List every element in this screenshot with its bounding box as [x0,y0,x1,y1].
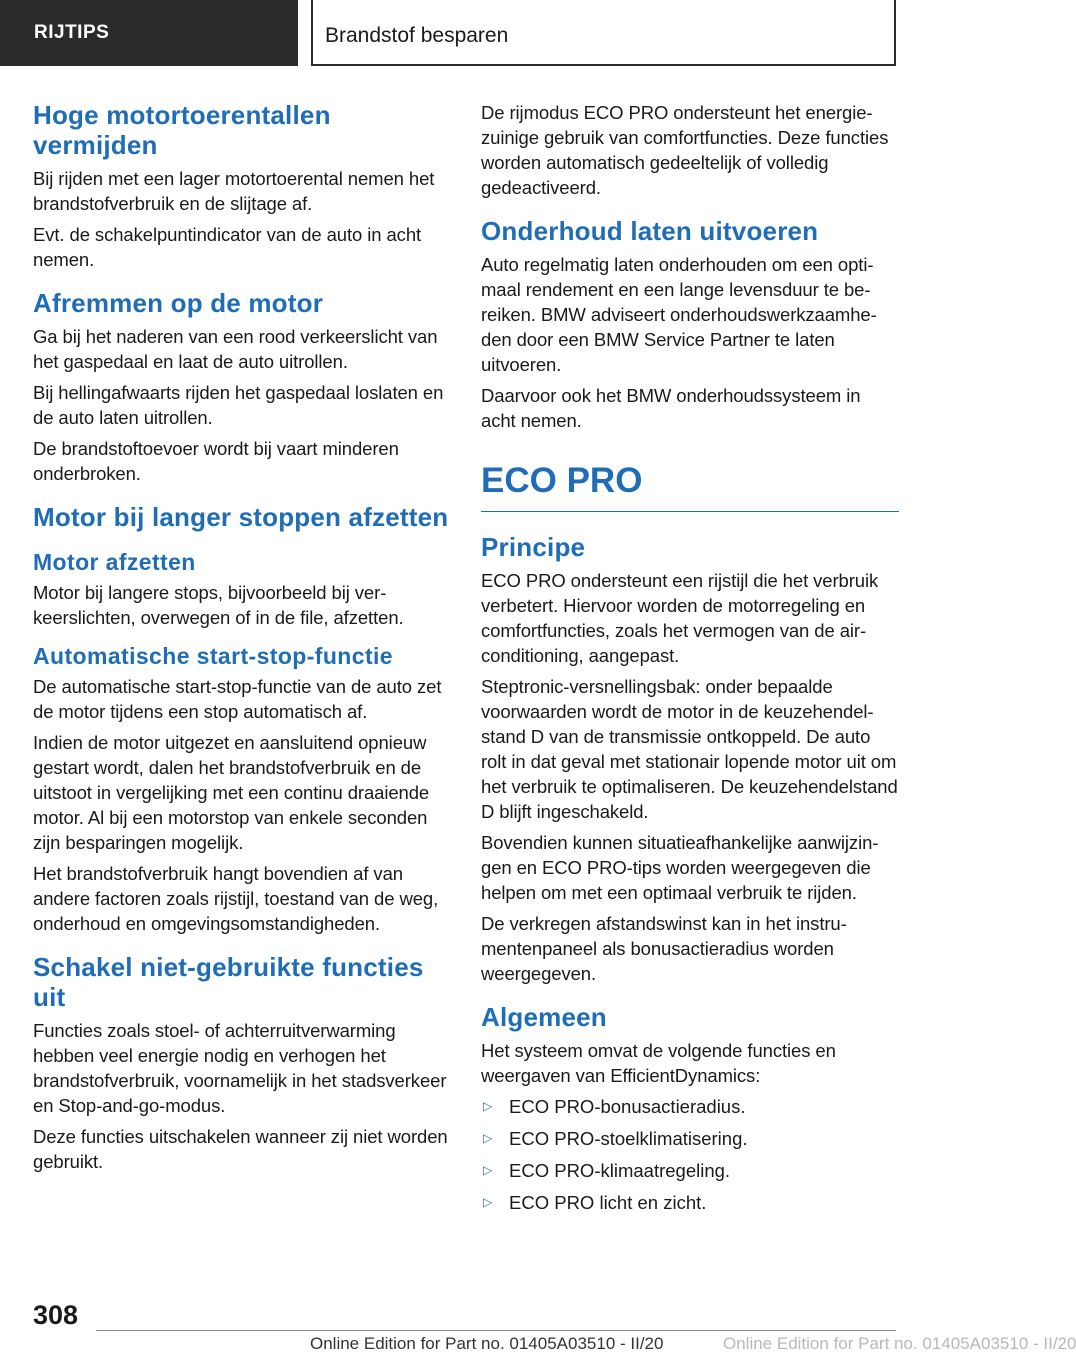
section-engine-braking [33,288,451,486]
list-item [481,1126,899,1151]
paragraph: Auto regelmatig laten onderhouden om een optimaal rendement en een lange levensduur te bereiken. BMW adviseert onderhoudswerkzaamheden door een BMW Service Partner te laten uitvoeren. [481,254,877,375]
paragraph: Indien de motor uitgezet en aansluitend opnieuw gestart wordt, dalen het brandstofverbruik en de uitstoot in vergelijking met een continu draaiende motor. Al bij een motorstop van enkele seconden zijn besparingen mogelijk. [33,732,430,853]
header-divider [311,0,313,66]
subsection-heading: Automatische start-stop-functie [33,643,393,669]
list-item [481,1158,899,1183]
paragraph: De rijmodus ECO PRO ondersteunt het energiezuinige gebruik van comfortfuncties. Deze functies worden automatisch gedeeltelijk of volledig gedeactiveerd. [481,102,889,198]
header-right-border [894,0,896,66]
section-principle [481,532,899,986]
page-number: 308 [33,1300,79,1330]
section-heading: Afremmen op de motor [33,288,324,318]
paragraph: De verkregen afstandswinst kan in het instrumentenpaneel als bonusactieradius worden weergegeven. [481,913,847,984]
list-item-text: ECO PRO licht en zicht. [509,1192,707,1213]
paragraph: Bij rijden met een lager motortoerental nemen het brandstofverbruik en de slijtage af. [33,168,435,214]
footer-watermark: Online Edition for Part no. 01405A03510 - II/20 [723,1334,1076,1353]
header-title: Brandstof besparen [325,24,509,47]
paragraph: Daarvoor ook het BMW onderhoudssysteem in acht nemen. [481,385,861,431]
header-section-tab [0,0,298,66]
paragraph: Bij hellingafwaarts rijden het gaspedaal loslaten en de auto laten uitrollen. [33,382,444,428]
left-column [33,100,451,1180]
list-item [481,1094,899,1119]
section-heading: Hoge motortoerentallen vermijden [33,100,331,160]
paragraph: De automatische start-stop-functie van de auto zet de motor tijdens een stop automatisch af. [33,676,442,722]
list-item-text: ECO PRO-stoelklimatisering. [509,1128,748,1149]
subsection-heading: Motor afzetten [33,549,196,575]
section-general [481,1002,899,1215]
section-heading: Onderhoud laten uitvoeren [481,216,819,246]
footer-edition-text: Online Edition for Part no. 01405A03510 - II/20 [310,1334,664,1353]
header-section-label: RIJTIPS [34,22,110,43]
paragraph: Het brandstofverbruik hangt bovendien af van andere factoren zoals rijstijl, toestand van de weg, onderhoud en omgevingsomstandigheden. [33,863,439,934]
header-rule [311,64,896,66]
paragraph: ECO PRO ondersteunt een rijstijl die het verbruik verbetert. Hiervoor worden de motorregeling en comfortfuncties, zoals het vermogen van de airconditioning, aangepast. [481,570,879,666]
section-unused-functions [33,952,451,1174]
section-high-rpm [33,100,451,272]
section-engine-off [33,502,451,936]
section-heading: Algemeen [481,1002,607,1032]
paragraph: Ga bij het naderen van een rood verkeerslicht van het gaspedaal en laat de auto uitrollen. [33,326,438,372]
list-item-text: ECO PRO-bonusactieradius. [509,1096,746,1117]
section-heading: Motor bij langer stoppen afzetten [33,502,449,532]
triangle-right-outline-icon: ▷ [483,1195,493,1209]
section-heading: Principe [481,532,586,562]
section-heading: Schakel niet-gebruikte functies uit [33,952,424,1012]
paragraph: De brandstoftoevoer wordt bij vaart minderen onderbroken. [33,438,399,484]
paragraph: Bovendien kunnen situatieafhankelijke aanwijzingen en ECO PRO-tips worden weergegeven die helpen om met een optimaal verbruik te rijden. [481,832,879,903]
section-eco-pro-intro [481,100,899,200]
chapter-title: ECO PRO [481,461,899,512]
footer-rule [96,1330,896,1331]
triangle-right-outline-icon: ▷ [483,1099,493,1113]
paragraph: Het systeem omvat de volgende functies en weergaven van EfficientDynamics: [481,1040,836,1086]
paragraph: Evt. de schakelpuntindicator van de auto in acht nemen. [33,224,422,270]
triangle-right-outline-icon: ▷ [483,1131,493,1145]
section-maintenance [481,216,899,433]
paragraph: Steptronic-versnellingsbak: onder bepaalde voorwaarden wordt de motor in de keuzehendelstand D van de transmissie ontkoppeld. De auto rolt in dat geval met stationair lopende motor uit om het verbruik te optimaliseren. De keuzehendelstand D blijft ingeschakeld. [481,676,898,822]
bullet-list [481,1094,899,1215]
page-header [0,0,960,66]
paragraph: Deze functies uitschakelen wanneer zij niet worden gebruikt. [33,1126,448,1172]
paragraph: Functies zoals stoel- of achterruitverwarming hebben veel energie nodig en verhogen het brandstofverbruik, voornamelijk in het stadsverkeer en Stop-and-go-modus. [33,1020,447,1116]
list-item-text: ECO PRO-klimaatregeling. [509,1160,731,1181]
paragraph: Motor bij langere stops, bijvoorbeeld bij verkeerslichten, overwegen of in de file, afzetten. [33,582,404,628]
right-column [481,100,899,1222]
triangle-right-outline-icon: ▷ [483,1163,493,1177]
list-item [481,1190,899,1215]
